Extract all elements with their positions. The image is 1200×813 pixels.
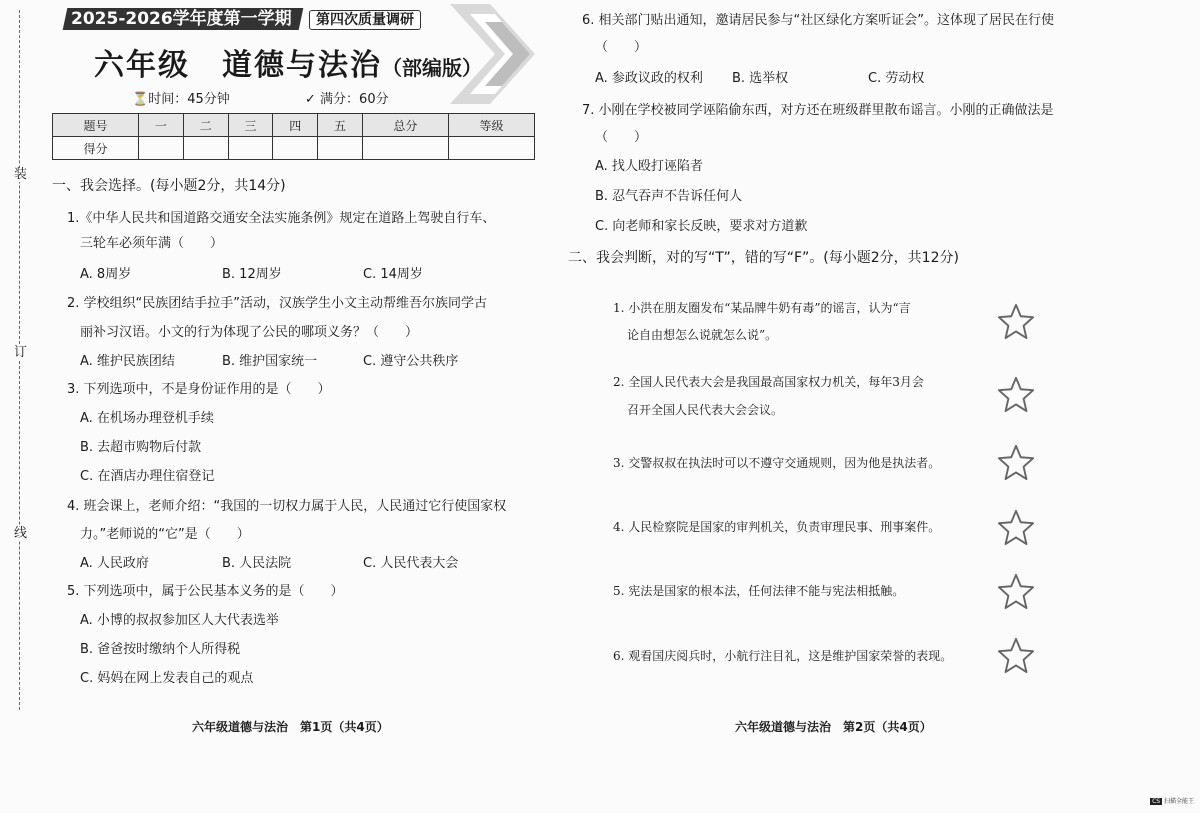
judge-item-1-line2: 论自由想怎么说就怎么说”。 — [627, 328, 778, 342]
score-cell[interactable] — [273, 137, 318, 160]
star-answer-icon[interactable] — [997, 636, 1035, 674]
exam-label: 第四次质量调研 — [309, 10, 421, 30]
star-answer-icon[interactable] — [997, 375, 1035, 413]
exam-title: 六年级 道德与法治（部编版） — [94, 48, 482, 83]
q6-option-a: A. 参政议政的权利 — [595, 71, 703, 86]
section1-title: 一、我会选择。(每小题2分，共14分) — [52, 178, 286, 194]
q2-option-c: C. 遵守公共秩序 — [363, 354, 459, 369]
section2-title: 二、我会判断，对的写“T”，错的写“F”。(每小题2分，共12分) — [568, 250, 959, 266]
score-table — [52, 113, 535, 160]
q2-stem-line1: 2. 学校组织“民族团结手拉手”活动，汉族学生小文主动帮维吾尔族同学古 — [67, 296, 488, 311]
q6-stem-line2: （ ） — [595, 40, 648, 55]
judge-item-6: 6. 观看国庆阅兵时，小航行注目礼，这是维护国家荣誉的表现。 — [613, 649, 953, 663]
q6-option-c: C. 劳动权 — [868, 71, 925, 86]
star-answer-icon[interactable] — [997, 443, 1035, 481]
q4-stem-line1: 4. 班会课上，老师介绍：“我国的一切权力属于人民，人民通过它行使国家权 — [67, 499, 507, 514]
score-header-cell: 题号 — [53, 114, 139, 137]
q3-option-c: C. 在酒店办理住宿登记 — [80, 469, 215, 484]
q5-option-c: C. 妈妈在网上发表自己的观点 — [80, 671, 254, 686]
score-table-header-row — [53, 114, 535, 137]
q1-option-c: C. 14周岁 — [363, 267, 423, 282]
star-answer-icon[interactable] — [997, 508, 1035, 546]
q5-stem-line1: 5. 下列选项中，属于公民基本义务的是（ ） — [67, 584, 344, 599]
star-answer-icon[interactable] — [997, 572, 1035, 610]
judge-item-2-line2: 召开全国人民代表大会会议。 — [627, 403, 784, 417]
q7-stem-line1: 7. 小刚在学校被同学诬陷偷东西，对方还在班级群里散布谣言。小刚的正确做法是 — [582, 103, 1054, 118]
q7-option-a: A. 找人殴打诬陷者 — [595, 159, 703, 174]
star-answer-icon[interactable] — [997, 302, 1035, 340]
judge-item-5: 5. 宪法是国家的根本法，任何法律不能与宪法相抵触。 — [613, 584, 905, 598]
q1-option-b: B. 12周岁 — [222, 267, 282, 282]
q5-option-a: A. 小博的叔叔参加区人大代表选举 — [80, 613, 279, 628]
binding-line — [19, 10, 20, 710]
page-1-footer: 六年级道德与法治 第1页（共4页） — [192, 720, 389, 734]
score-header-cell: 三 — [228, 114, 273, 137]
scanner-watermark: CS 扫描全能王 — [1152, 798, 1194, 805]
page-2-footer: 六年级道德与法治 第2页（共4页） — [735, 720, 932, 734]
q7-stem-line2: （ ） — [595, 130, 648, 145]
score-row-label: 得分 — [53, 137, 139, 160]
score-header-cell: 四 — [273, 114, 318, 137]
judge-item-1-line1: 1. 小洪在朋友圈发布“某品牌牛奶有毒”的谣言，认为“言 — [613, 301, 911, 315]
hourglass-icon: ⏳ — [132, 92, 149, 107]
q2-stem-line2: 丽补习汉语。小文的行为体现了公民的哪项义务？（ ） — [80, 325, 419, 340]
score-cell[interactable] — [228, 137, 273, 160]
score-cell[interactable] — [448, 137, 534, 160]
q3-stem-line1: 3. 下列选项中，不是身份证作用的是（ ） — [67, 382, 331, 397]
q4-option-c: C. 人民代表大会 — [363, 556, 459, 571]
score-header-cell: 等级 — [448, 114, 534, 137]
score-header-cell: 总分 — [362, 114, 448, 137]
score-cell[interactable] — [139, 137, 184, 160]
score-cell[interactable] — [183, 137, 228, 160]
binding-char-ding: 订 — [14, 345, 28, 360]
q1-stem-line1: 1.《中华人民共和国道路交通安全法实施条例》规定在道路上驾驶自行车、 — [67, 211, 496, 226]
q6-stem-line1: 6. 相关部门贴出通知，邀请居民参与“社区绿化方案听证会”。这体现了居民在行使 — [582, 13, 1055, 28]
judge-item-4: 4. 人民检察院是国家的审判机关，负责审理民事、刑事案件。 — [613, 520, 941, 534]
q5-option-b: B. 爸爸按时缴纳个人所得税 — [80, 642, 241, 657]
binding-char-zhuang: 装 — [14, 167, 28, 182]
q3-option-b: B. 去超市购物后付款 — [80, 440, 202, 455]
judge-item-3: 3. 交警叔叔在执法时可以不遵守交通规则，因为他是执法者。 — [613, 456, 941, 470]
q2-option-b: B. 维护国家统一 — [222, 354, 318, 369]
q7-option-b: B. 忍气吞声不告诉任何人 — [595, 189, 743, 204]
check-circle-icon: ✓ — [305, 92, 316, 107]
q7-option-c: C. 向老师和家长反映，要求对方道歉 — [595, 219, 808, 234]
exam-full-score: ✓ 满分：60分 — [305, 92, 389, 107]
score-cell[interactable] — [362, 137, 448, 160]
score-header-cell: 二 — [183, 114, 228, 137]
q4-option-a: A. 人民政府 — [80, 556, 149, 571]
q1-option-a: A. 8周岁 — [80, 267, 132, 282]
exam-time: ⏳时间：45分钟 — [132, 92, 230, 107]
q3-option-a: A. 在机场办理登机手续 — [80, 411, 214, 426]
binding-char-xian: 线 — [14, 526, 28, 541]
scanner-logo-icon: CS — [1152, 798, 1161, 805]
term-label: 2025-2026学年度第一学期 — [63, 8, 304, 30]
q6-option-b: B. 选举权 — [732, 71, 789, 86]
q1-stem-line2: 三轮车必须年满（ ） — [80, 236, 224, 251]
q4-option-b: B. 人民法院 — [222, 556, 292, 571]
q4-stem-line2: 力。”老师说的“它”是（ ） — [80, 527, 250, 542]
score-table-row — [53, 137, 535, 160]
q2-option-a: A. 维护民族团结 — [80, 354, 175, 369]
score-header-cell: 一 — [139, 114, 184, 137]
judge-item-2-line1: 2. 全国人民代表大会是我国最高国家权力机关，每年3月会 — [613, 375, 924, 389]
score-cell[interactable] — [318, 137, 363, 160]
score-header-cell: 五 — [318, 114, 363, 137]
